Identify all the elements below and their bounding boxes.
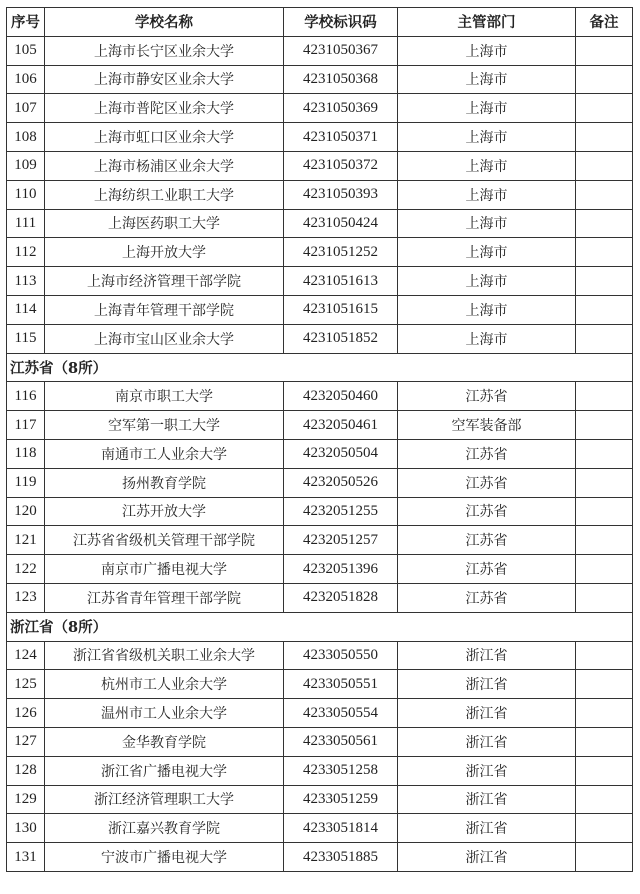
- cell-school-code: 4231051252: [284, 238, 398, 267]
- cell-remarks: [576, 583, 633, 612]
- cell-school-name: 上海青年管理干部学院: [45, 295, 284, 324]
- cell-school-name: 上海市杨浦区业余大学: [45, 151, 284, 180]
- table-row: [7, 814, 633, 843]
- cell-school-code: 4233051814: [284, 814, 398, 843]
- header-row: [7, 8, 633, 37]
- table-row: [7, 439, 633, 468]
- cell-department: 江苏省: [398, 439, 576, 468]
- header-school-code: 学校标识码: [284, 8, 398, 37]
- cell-school-name: 上海市虹口区业余大学: [45, 123, 284, 152]
- section-title: 浙江省（8所）: [7, 612, 633, 641]
- cell-department: 浙江省: [398, 756, 576, 785]
- cell-remarks: [576, 180, 633, 209]
- cell-school-code: 4231050424: [284, 209, 398, 238]
- cell-school-code: 4233051258: [284, 756, 398, 785]
- cell-school-name: 空军第一职工大学: [45, 411, 284, 440]
- cell-school-name: 上海纺织工业职工大学: [45, 180, 284, 209]
- cell-school-name: 金华教育学院: [45, 727, 284, 756]
- table-row: [7, 699, 633, 728]
- table-row: [7, 526, 633, 555]
- cell-department: 江苏省: [398, 555, 576, 584]
- cell-school-code: 4232051255: [284, 497, 398, 526]
- table-row: [7, 36, 633, 65]
- cell-department: 上海市: [398, 36, 576, 65]
- cell-remarks: [576, 785, 633, 814]
- table-row: [7, 238, 633, 267]
- cell-department: 江苏省: [398, 382, 576, 411]
- cell-remarks: [576, 209, 633, 238]
- cell-index: 109: [7, 151, 45, 180]
- cell-remarks: [576, 699, 633, 728]
- cell-school-name: 江苏开放大学: [45, 497, 284, 526]
- cell-school-code: 4232051396: [284, 555, 398, 584]
- section-row: [7, 612, 633, 641]
- cell-school-code: 4233050551: [284, 670, 398, 699]
- table-row: [7, 785, 633, 814]
- cell-index: 125: [7, 670, 45, 699]
- cell-remarks: [576, 555, 633, 584]
- cell-department: 空军装备部: [398, 411, 576, 440]
- table-row: [7, 65, 633, 94]
- cell-department: 上海市: [398, 267, 576, 296]
- cell-index: 107: [7, 94, 45, 123]
- cell-index: 117: [7, 411, 45, 440]
- cell-remarks: [576, 238, 633, 267]
- cell-index: 115: [7, 324, 45, 353]
- cell-school-name: 江苏省青年管理干部学院: [45, 583, 284, 612]
- cell-index: 124: [7, 641, 45, 670]
- table-row: [7, 324, 633, 353]
- cell-remarks: [576, 727, 633, 756]
- cell-department: 浙江省: [398, 699, 576, 728]
- table-row: [7, 756, 633, 785]
- cell-school-name: 上海市长宁区业余大学: [45, 36, 284, 65]
- cell-school-code: 4232050461: [284, 411, 398, 440]
- cell-school-name: 上海市宝山区业余大学: [45, 324, 284, 353]
- table-row: [7, 468, 633, 497]
- section-title: 江苏省（8所）: [7, 353, 633, 382]
- cell-index: 105: [7, 36, 45, 65]
- cell-school-code: 4233050550: [284, 641, 398, 670]
- cell-school-name: 南京市职工大学: [45, 382, 284, 411]
- cell-school-name: 上海市经济管理干部学院: [45, 267, 284, 296]
- table-row: [7, 180, 633, 209]
- cell-remarks: [576, 843, 633, 872]
- cell-index: 112: [7, 238, 45, 267]
- cell-index: 121: [7, 526, 45, 555]
- cell-school-code: 4232050460: [284, 382, 398, 411]
- table-row: [7, 123, 633, 152]
- table-row: [7, 295, 633, 324]
- cell-department: 上海市: [398, 295, 576, 324]
- cell-school-code: 4231050371: [284, 123, 398, 152]
- cell-department: 上海市: [398, 238, 576, 267]
- cell-department: 浙江省: [398, 814, 576, 843]
- cell-school-code: 4231051613: [284, 267, 398, 296]
- cell-index: 126: [7, 699, 45, 728]
- table-row: [7, 843, 633, 872]
- cell-department: 江苏省: [398, 526, 576, 555]
- cell-school-code: 4231051615: [284, 295, 398, 324]
- cell-remarks: [576, 65, 633, 94]
- table-row: [7, 555, 633, 584]
- cell-school-code: 4232051257: [284, 526, 398, 555]
- cell-school-name: 宁波市广播电视大学: [45, 843, 284, 872]
- table-row: [7, 267, 633, 296]
- cell-school-code: 4231050367: [284, 36, 398, 65]
- cell-school-name: 浙江省省级机关职工业余大学: [45, 641, 284, 670]
- cell-index: 123: [7, 583, 45, 612]
- cell-department: 浙江省: [398, 727, 576, 756]
- cell-school-name: 浙江嘉兴教育学院: [45, 814, 284, 843]
- cell-department: 上海市: [398, 65, 576, 94]
- cell-department: 上海市: [398, 180, 576, 209]
- cell-remarks: [576, 411, 633, 440]
- cell-school-name: 上海开放大学: [45, 238, 284, 267]
- cell-school-name: 南通市工人业余大学: [45, 439, 284, 468]
- cell-school-code: 4232051828: [284, 583, 398, 612]
- cell-school-name: 上海市静安区业余大学: [45, 65, 284, 94]
- cell-index: 106: [7, 65, 45, 94]
- cell-department: 浙江省: [398, 785, 576, 814]
- cell-index: 108: [7, 123, 45, 152]
- cell-index: 113: [7, 267, 45, 296]
- cell-school-code: 4231050372: [284, 151, 398, 180]
- cell-department: 江苏省: [398, 583, 576, 612]
- cell-index: 130: [7, 814, 45, 843]
- table-row: [7, 583, 633, 612]
- cell-remarks: [576, 497, 633, 526]
- cell-remarks: [576, 151, 633, 180]
- cell-index: 116: [7, 382, 45, 411]
- cell-department: 上海市: [398, 324, 576, 353]
- cell-remarks: [576, 94, 633, 123]
- cell-school-name: 南京市广播电视大学: [45, 555, 284, 584]
- cell-remarks: [576, 439, 633, 468]
- cell-school-name: 扬州教育学院: [45, 468, 284, 497]
- cell-school-code: 4231051852: [284, 324, 398, 353]
- header-department: 主管部门: [398, 8, 576, 37]
- table-row: [7, 641, 633, 670]
- cell-index: 120: [7, 497, 45, 526]
- section-row: [7, 353, 633, 382]
- header-index: 序号: [7, 8, 45, 37]
- cell-index: 131: [7, 843, 45, 872]
- cell-index: 118: [7, 439, 45, 468]
- cell-school-code: 4231050393: [284, 180, 398, 209]
- cell-remarks: [576, 814, 633, 843]
- cell-remarks: [576, 641, 633, 670]
- cell-school-name: 杭州市工人业余大学: [45, 670, 284, 699]
- cell-index: 127: [7, 727, 45, 756]
- cell-school-name: 上海市普陀区业余大学: [45, 94, 284, 123]
- cell-remarks: [576, 526, 633, 555]
- table-row: [7, 94, 633, 123]
- cell-index: 128: [7, 756, 45, 785]
- cell-department: 上海市: [398, 209, 576, 238]
- table-row: [7, 151, 633, 180]
- cell-school-code: 4233051259: [284, 785, 398, 814]
- header-remarks: 备注: [576, 8, 633, 37]
- cell-remarks: [576, 670, 633, 699]
- cell-remarks: [576, 123, 633, 152]
- header-school-name: 学校名称: [45, 8, 284, 37]
- cell-remarks: [576, 468, 633, 497]
- cell-index: 111: [7, 209, 45, 238]
- cell-department: 浙江省: [398, 641, 576, 670]
- cell-department: 浙江省: [398, 843, 576, 872]
- cell-index: 114: [7, 295, 45, 324]
- cell-school-code: 4233050554: [284, 699, 398, 728]
- cell-school-code: 4233051885: [284, 843, 398, 872]
- cell-school-name: 温州市工人业余大学: [45, 699, 284, 728]
- cell-school-code: 4232050526: [284, 468, 398, 497]
- cell-department: 浙江省: [398, 670, 576, 699]
- table-row: [7, 727, 633, 756]
- cell-department: 上海市: [398, 123, 576, 152]
- cell-index: 129: [7, 785, 45, 814]
- cell-school-name: 浙江省广播电视大学: [45, 756, 284, 785]
- cell-remarks: [576, 267, 633, 296]
- table-row: [7, 209, 633, 238]
- cell-school-code: 4233050561: [284, 727, 398, 756]
- cell-school-code: 4232050504: [284, 439, 398, 468]
- cell-index: 122: [7, 555, 45, 584]
- cell-index: 110: [7, 180, 45, 209]
- cell-school-name: 江苏省省级机关管理干部学院: [45, 526, 284, 555]
- table-row: [7, 670, 633, 699]
- cell-school-name: 浙江经济管理职工大学: [45, 785, 284, 814]
- cell-remarks: [576, 324, 633, 353]
- cell-remarks: [576, 295, 633, 324]
- cell-school-code: 4231050368: [284, 65, 398, 94]
- cell-remarks: [576, 382, 633, 411]
- cell-school-code: 4231050369: [284, 94, 398, 123]
- cell-remarks: [576, 36, 633, 65]
- cell-department: 上海市: [398, 94, 576, 123]
- table-row: [7, 382, 633, 411]
- cell-remarks: [576, 756, 633, 785]
- cell-index: 119: [7, 468, 45, 497]
- table-row: [7, 411, 633, 440]
- cell-department: 江苏省: [398, 497, 576, 526]
- table-row: [7, 497, 633, 526]
- cell-department: 上海市: [398, 151, 576, 180]
- schools-table: [6, 7, 633, 872]
- cell-department: 江苏省: [398, 468, 576, 497]
- cell-school-name: 上海医药职工大学: [45, 209, 284, 238]
